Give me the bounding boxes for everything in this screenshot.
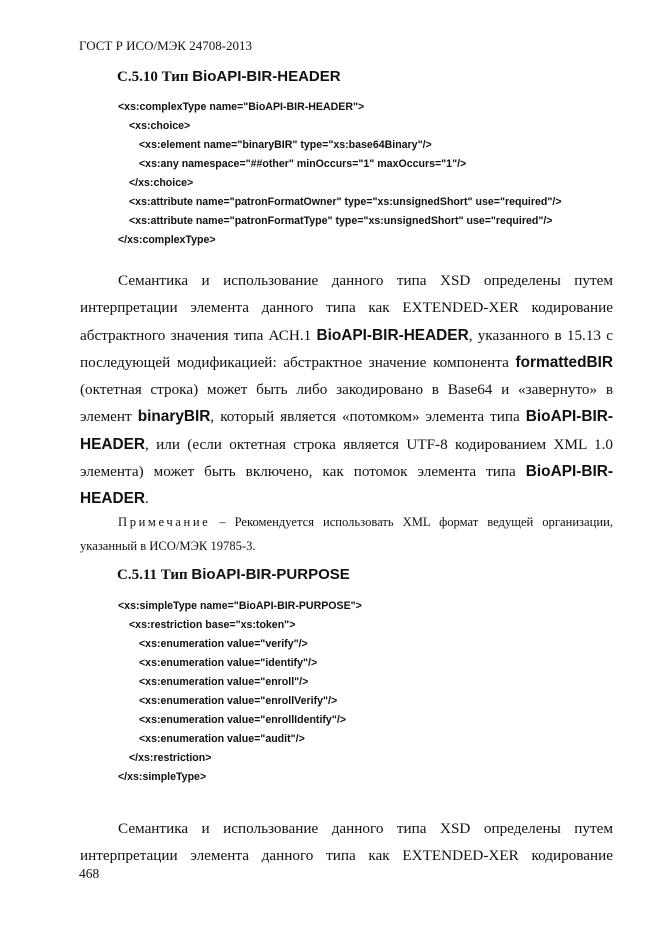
paragraph-text: .: [145, 490, 149, 508]
code-line: <xs:element name="binaryBIR" type="xs:base64Binary"/>: [139, 139, 432, 151]
code-line: <xs:restriction base="xs:token">: [129, 619, 296, 631]
type-name: BioAPI-BIR-HEADER: [192, 68, 341, 85]
paragraph-text: , который является «потомком» элемента типа: [210, 408, 526, 426]
standard-header: ГОСТ Р ИСО/МЭК 24708-2013: [79, 38, 253, 53]
note-paragraph: [80, 510, 613, 558]
semantics-paragraph-continued: [80, 815, 613, 870]
code-line: <xs:enumeration value="enroll"/>: [139, 676, 309, 688]
element-reference: binaryBIR: [137, 408, 211, 426]
code-line: <xs:any namespace="##other" minOccurs="1" maxOccurs="1"/>: [139, 158, 467, 170]
code-line: <xs:enumeration value="audit"/>: [139, 733, 305, 745]
section-heading-bir-purpose: [117, 566, 350, 584]
code-line: </xs:restriction>: [129, 752, 212, 764]
xsd-code-block-bir-purpose: [118, 597, 362, 787]
page-number: 468: [79, 866, 100, 881]
code-line: <xs:enumeration value="verify"/>: [139, 638, 308, 650]
code-line: <xs:attribute name="patronFormatOwner" type="xs:unsignedShort" use="required"/>: [129, 196, 562, 208]
code-line: <xs:choice>: [129, 120, 191, 132]
code-line: <xs:enumeration value="identify"/>: [139, 657, 318, 669]
code-line: <xs:attribute name="patronFormatType" type="xs:unsignedShort" use="required"/>: [129, 215, 553, 227]
note-text: – Рекомендуется использовать XML формат ведущей организации, указанный в ИСО/МЭК 19785-3.: [80, 515, 613, 553]
xsd-code-block-bir-header: [118, 98, 562, 250]
note-label: Примечание: [118, 515, 211, 529]
paragraph-text: , указанного в 15.13 с последующей модификацией: абстрактное значение компонента: [80, 326, 613, 371]
code-line: </xs:complexType>: [118, 234, 216, 246]
paragraph-text: , или (если октетная строка является UTF-8 кодированием XML 1.0 элемента) может быть включено, как потомок элемента типа: [80, 435, 613, 481]
paragraph-text: (октетная строка) может быть либо закодировано в Base64 и «завернуто» в элемент: [80, 381, 613, 426]
type-reference: BioAPI-BIR-HEADER: [316, 326, 469, 344]
code-line: <xs:simpleType name="BioAPI-BIR-PURPOSE">: [118, 600, 362, 612]
paragraph-text: Семантика и использование данного типа XSD определены путем интерпретации элемента данного типа как EXTENDED-XER кодирование: [80, 820, 613, 865]
code-line: <xs:enumeration value="enrollIdentify"/>: [139, 714, 346, 726]
section-number: С.5.11 Тип: [117, 567, 188, 583]
code-line: </xs:simpleType>: [118, 771, 207, 783]
code-line: </xs:choice>: [129, 177, 194, 189]
type-name: BioAPI-BIR-PURPOSE: [191, 566, 350, 583]
code-line: <xs:enumeration value="enrollVerify"/>: [139, 695, 338, 707]
paragraph-text: Семантика и использование данного типа XSD определены путем интерпретации элемента данного типа как EXTENDED-XER кодирование абстрактного значения типа АСН.1: [80, 272, 613, 344]
code-line: <xs:complexType name="BioAPI-BIR-HEADER">: [118, 101, 365, 113]
section-heading-bir-header: [117, 68, 341, 86]
section-number: С.5.10 Тип: [117, 69, 189, 85]
semantics-paragraph: [80, 267, 613, 513]
component-reference: formattedBIR: [515, 353, 613, 371]
type-reference: BioAPI-BIR-HEADER: [80, 463, 613, 508]
type-reference: BioAPI-BIR-HEADER: [80, 408, 613, 453]
